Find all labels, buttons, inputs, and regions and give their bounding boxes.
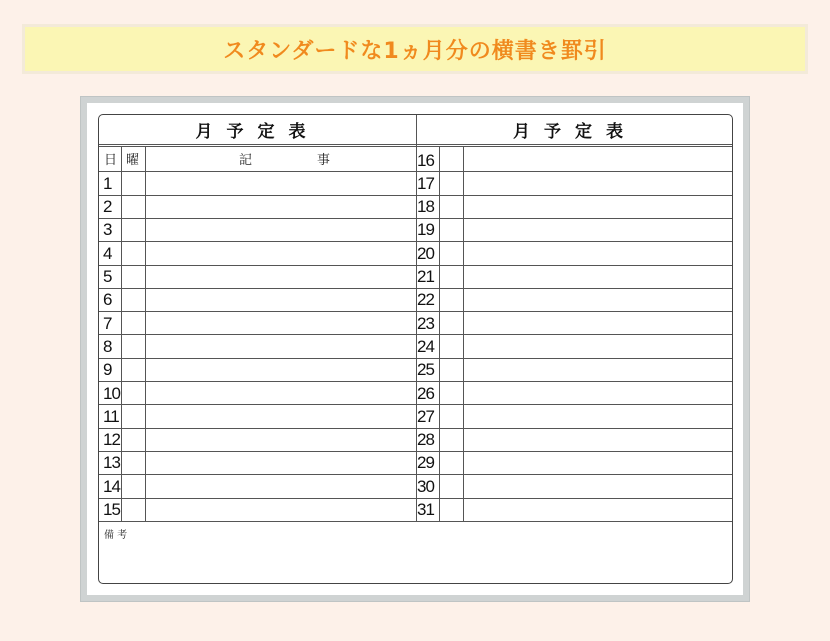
day-number-8: 8 [103,336,112,356]
day-number-3: 3 [103,220,112,240]
day-number-15: 15 [103,500,120,519]
day-column-header: 日 [104,153,118,168]
day-number-19: 19 [417,220,434,240]
day-number-21: 21 [417,267,434,286]
day-number-12: 12 [103,430,120,450]
day-number-28: 28 [417,430,434,450]
day-number-25: 25 [417,360,434,380]
title-banner [22,24,808,74]
day-number-16: 16 [417,150,434,170]
day-number-6: 6 [103,290,112,310]
day-number-1: 1 [103,173,112,193]
row-divider [99,521,732,522]
day-number-18: 18 [417,197,434,217]
day-number-23: 23 [417,313,434,333]
day-number-22: 22 [417,290,434,310]
day-number-20: 20 [417,243,434,263]
left-day-column-line [121,146,122,521]
day-number-30: 30 [417,476,434,496]
day-number-14: 14 [103,476,120,496]
banner-title: スタンダードな1ヵ月分の横書き罫引 [223,38,607,64]
left-weekday-column-line [145,146,146,521]
day-number-2: 2 [103,197,112,217]
day-number-29: 29 [417,453,434,473]
day-number-17: 17 [417,173,434,193]
day-number-26: 26 [417,383,434,403]
day-number-7: 7 [103,313,112,333]
right-weekday-column-line [463,146,464,521]
day-number-11: 11 [103,406,119,426]
day-number-9: 9 [103,360,112,380]
right-day-column-line [439,146,440,521]
weekday-column-header: 曜 [126,153,140,168]
notes-column-header: 記 事 [239,153,331,168]
day-number-24: 24 [417,336,434,356]
right-header-title: 月予定表 [513,122,637,142]
monthly-schedule-grid [98,114,733,584]
left-header-title: 月予定表 [195,122,320,142]
day-number-31: 31 [417,500,434,519]
day-number-4: 4 [103,243,112,263]
remarks-label: 備 考 [104,529,128,541]
day-number-27: 27 [417,406,434,426]
day-number-10: 10 [103,383,120,403]
day-number-13: 13 [103,453,120,473]
day-number-5: 5 [103,267,112,286]
